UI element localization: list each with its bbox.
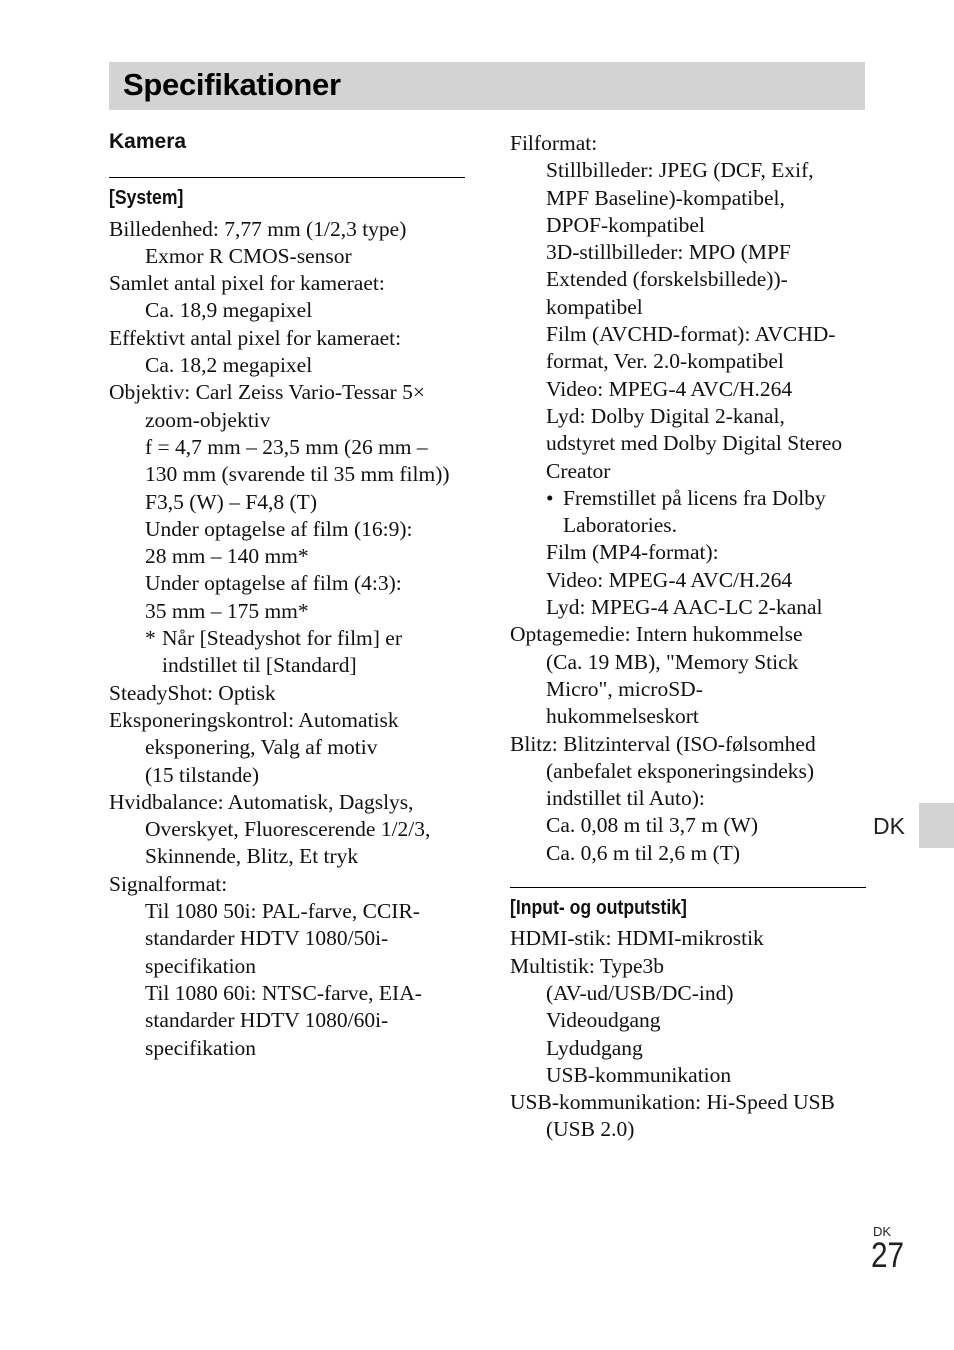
spec-detail-line: Ca. 0,6 m til 2,6 m (T) — [546, 840, 741, 865]
spec-item-line: Objektiv: Carl Zeiss Vario-Tessar 5× — [109, 380, 425, 405]
spec-detail-line: Under optagelse af film (16:9): — [145, 516, 413, 541]
spec-detail-line: (Ca. 19 MB), "Memory Stick — [546, 649, 799, 674]
side-language-label: DK — [873, 813, 905, 839]
spec-detail-line: Film (AVCHD-format): AVCHD- — [546, 322, 836, 347]
spec-item-line: Blitz: Blitzinterval (ISO-følsomhed — [510, 731, 816, 756]
spec-item-line: Eksponeringskontrol: Automatisk — [109, 707, 399, 732]
spec-detail-line: standarder HDTV 1080/60i- — [145, 1008, 389, 1033]
spec-detail-line: Lyd: Dolby Digital 2-kanal, — [546, 403, 785, 428]
spec-detail-line: Ca. 18,9 megapixel — [145, 298, 313, 323]
note-marker: * — [145, 626, 156, 651]
subsection-heading-system: [System] — [109, 187, 184, 210]
spec-detail-line: 35 mm – 175 mm* — [145, 598, 309, 623]
spec-item-line: Filformat: — [510, 131, 598, 155]
spec-detail-line: Videoudgang — [546, 1008, 661, 1033]
spec-detail-line: Til 1080 50i: PAL-farve, CCIR- — [145, 899, 420, 924]
spec-detail-line: f = 4,7 mm – 23,5 mm (26 mm – — [145, 434, 428, 459]
spec-detail-line: (15 tilstande) — [145, 762, 260, 787]
note-text: indstillet til [Standard] — [162, 653, 357, 678]
spec-detail-line: kompatibel — [546, 294, 643, 319]
spec-detail-line: Skinnende, Blitz, Et tryk — [145, 844, 359, 869]
spec-detail-line: Micro", microSD- — [546, 676, 703, 701]
spec-detail-line: 28 mm – 140 mm* — [145, 544, 309, 569]
note-text: Fremstillet på licens fra Dolby — [563, 485, 826, 510]
divider — [510, 887, 866, 888]
spec-list-io — [510, 925, 866, 1143]
note-marker — [145, 652, 162, 679]
spec-item-line: Billedenhed: 7,77 mm (1/2,3 type) — [109, 216, 407, 241]
spec-detail-line: F3,5 (W) – F4,8 (T) — [145, 489, 317, 514]
note-marker: • — [546, 485, 554, 510]
spec-detail-line: Lyd: MPEG-4 AAC-LC 2-kanal — [546, 595, 823, 620]
spec-detail-line: udstyret med Dolby Digital Stereo — [546, 431, 843, 456]
note-marker — [546, 512, 563, 539]
note-text: Når [Steadyshot for film] er — [162, 626, 403, 651]
spec-detail-line: DPOF-kompatibel — [546, 212, 705, 237]
spec-detail-line: USB-kommunikation — [546, 1062, 732, 1087]
spec-detail-line: zoom-objektiv — [145, 407, 271, 432]
spec-detail-line: Video: MPEG-4 AVC/H.264 — [546, 376, 793, 401]
spec-detail-line: Lydudgang — [546, 1035, 643, 1060]
spec-detail-line: 3D-stillbilleder: MPO (MPF — [546, 240, 791, 265]
spec-detail-line: Overskyet, Fluorescerende 1/2/3, — [145, 817, 431, 842]
spec-detail-line: Under optagelse af film (4:3): — [145, 571, 402, 596]
subsection-heading-io: [Input- og outputstik] — [510, 897, 687, 920]
divider — [109, 177, 465, 178]
spec-detail-line: (USB 2.0) — [546, 1117, 635, 1142]
page-number: 27 — [871, 1236, 905, 1275]
spec-item-line: HDMI-stik: HDMI-mikrostik — [510, 926, 764, 951]
spec-detail-line: indstillet til Auto): — [546, 786, 705, 811]
page-title: Specifikationer — [123, 67, 341, 102]
spec-item-line: SteadyShot: Optisk — [109, 680, 276, 705]
spec-detail-line: 130 mm (svarende til 35 mm film)) — [145, 462, 450, 487]
page-language: DK — [873, 1224, 892, 1239]
spec-detail-line: (AV-ud/USB/DC-ind) — [546, 980, 734, 1005]
spec-detail-line: Exmor R CMOS-sensor — [145, 243, 352, 268]
title-bar — [109, 62, 865, 110]
section-heading-kamera: Kamera — [109, 130, 187, 153]
spec-detail-line: specifikation — [145, 1035, 257, 1060]
spec-list-file-formats — [510, 130, 866, 867]
spec-detail-line: Stillbilleder: JPEG (DCF, Exif, — [546, 158, 814, 183]
spec-detail-line: Ca. 0,08 m til 3,7 m (W) — [546, 813, 758, 838]
left-column — [109, 128, 465, 1062]
spec-detail-line: Til 1080 60i: NTSC-farve, EIA- — [145, 980, 422, 1005]
spec-detail-line: Video: MPEG-4 AVC/H.264 — [546, 567, 793, 592]
spec-item-line: Optagemedie: Intern hukommelse — [510, 622, 803, 647]
spec-item-line: Effektivt antal pixel for kameraet: — [109, 325, 402, 350]
side-tab-marker — [919, 803, 954, 848]
spec-detail-line: Ca. 18,2 megapixel — [145, 353, 313, 378]
spec-detail-line: Extended (forskelsbillede))- — [546, 267, 788, 292]
note-line — [510, 512, 866, 539]
spec-list-system — [109, 216, 465, 1062]
spec-detail-line: format, Ver. 2.0-kompatibel — [546, 349, 784, 374]
note-text: Laboratories. — [563, 513, 678, 538]
spec-item-line: USB-kommunikation: Hi-Speed USB — [510, 1090, 835, 1115]
spec-item-line: Samlet antal pixel for kameraet: — [109, 271, 385, 296]
spec-detail-line: specifikation — [145, 953, 257, 978]
note-line — [109, 625, 465, 652]
spec-detail-line: MPF Baseline)-kompatibel, — [546, 185, 785, 210]
note-line — [109, 652, 465, 679]
spec-detail-line: hukommelseskort — [546, 704, 699, 729]
spec-detail-line: Film (MP4-format): — [546, 540, 719, 565]
spec-detail-line: eksponering, Valg af motiv — [145, 735, 378, 760]
spec-item-line: Signalformat: — [109, 871, 228, 896]
spec-detail-line: (anbefalet eksponeringsindeks) — [546, 758, 815, 783]
spec-detail-line: standarder HDTV 1080/50i- — [145, 926, 389, 951]
note-line — [510, 485, 866, 512]
spec-item-line: Multistik: Type3b — [510, 953, 664, 978]
right-column — [510, 130, 866, 1144]
spec-item-line: Hvidbalance: Automatisk, Dagslys, — [109, 789, 414, 814]
spec-detail-line: Creator — [546, 458, 611, 483]
